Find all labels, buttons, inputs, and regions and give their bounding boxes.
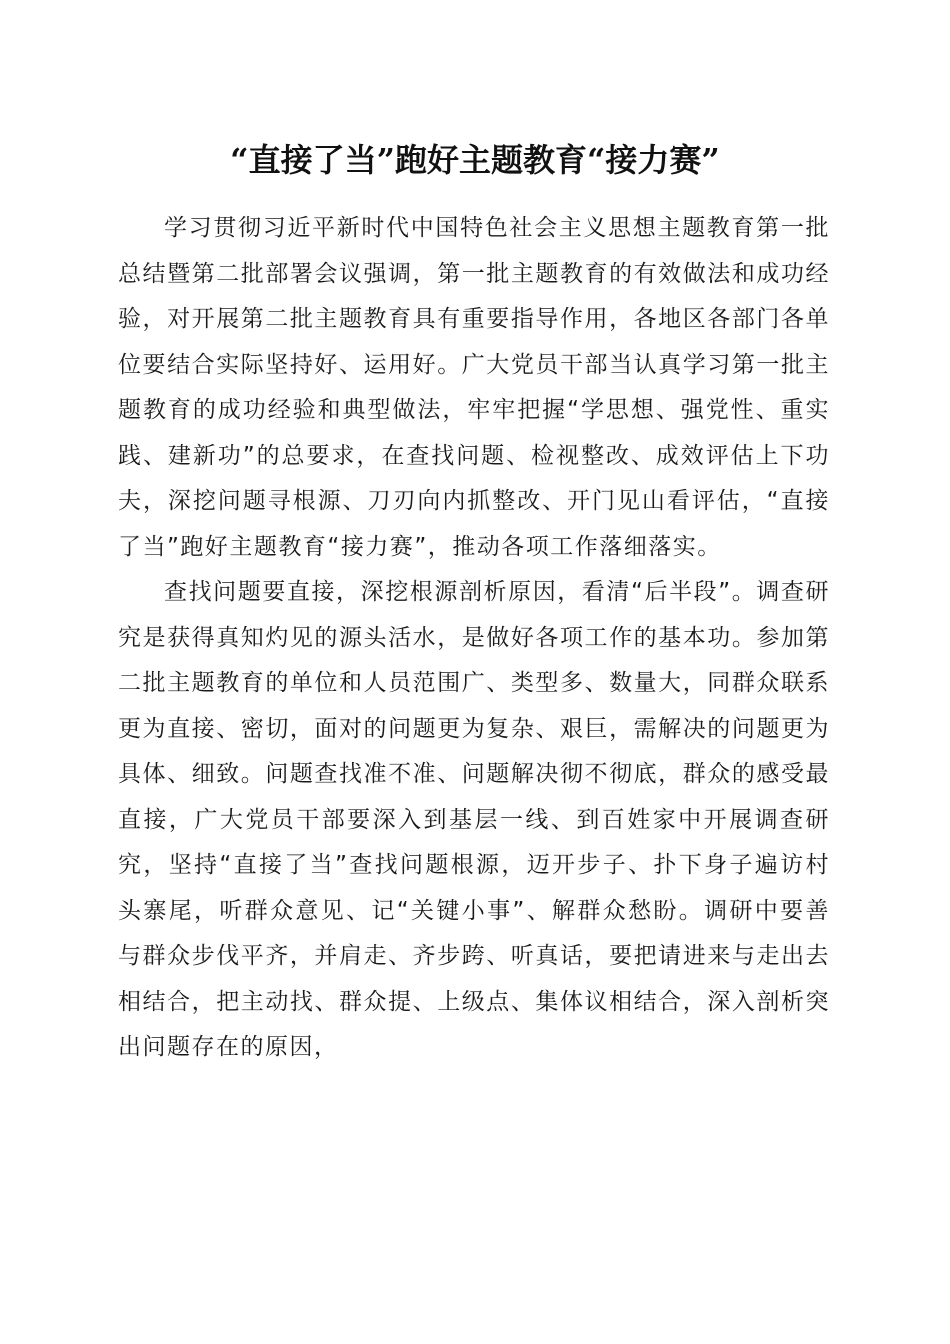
paragraph-1: 学习贯彻习近平新时代中国特色社会主义思想主题教育第一批总结暨第二批部署会议强调，第一批主题教育的有效做法和成功经验，对开展第二批主题教育具有重要指导作用，各地区各部门各单位要结合实际坚持好、运用好。广大党员干部当认真学习第一批主题教育的成功经验和典型做法，牢牢把握“学思想、强党性、重实践、建新功”的总要求，在查找问题、检视整改、成效评估上下功夫，深挖问题寻根源、刀刃向内抓整改、开门见山看评估，“直接了当”跑好主题教育“接力赛”，推动各项工作落细落实。 <box>118 215 830 560</box>
paragraph-2: 查找问题要直接，深挖根源剖析原因，看清“后半段”。调查研究是获得真知灼见的源头活水，是做好各项工作的基本功。参加第二批主题教育的单位和人员范围广、类型多、数量大，同群众联系更为直接、密切，面对的问题更为复杂、艰巨，需解决的问题更为具体、细致。问题查找准不准、问题解决彻不彻底，群众的感受最直接，广大党员干部要深入到基层一线、到百姓家中开展调查研究，坚持“直接了当”查找问题根源，迈开步子、扑下身子遍访村头寨尾，听群众意见、记“关键小事”、解群众愁盼。调研中要善与群众步伐平齐，并肩走、齐步跨、听真话，要把请进来与走出去相结合，把主动找、群众提、上级点、集体议相结合，深入剖析突出问题存在的原因， <box>118 579 830 1060</box>
document-title: “直接了当”跑好主题教育“接力赛” <box>230 141 720 179</box>
document-body <box>118 206 830 1071</box>
